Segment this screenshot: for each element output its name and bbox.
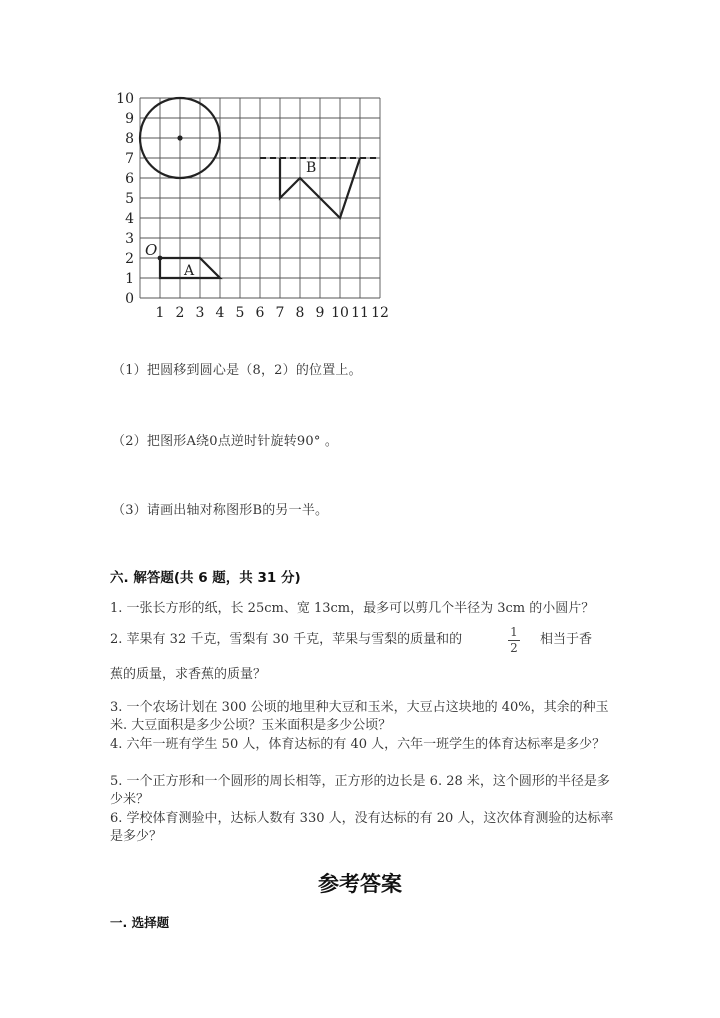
svg-text:2: 2: [125, 251, 134, 267]
fraction-one-half: [508, 626, 520, 655]
problem-3: 3. 一个农场计划在 300 公顷的地里种大豆和玉米，大豆占这块地的 40%，其余的种玉米. 大豆面积是多少公顷？玉米面积是多少公顷？: [110, 700, 609, 733]
problem-5: 5. 一个正方形和一个圆形的周长相等，正方形的边长是 6. 28 米，这个圆形的半径是多少米？: [110, 774, 610, 807]
problem-2-part-1: 2. 苹果有 32 千克，雪梨有 30 千克，苹果与雪梨的质量和的: [110, 632, 463, 647]
svg-text:1: 1: [155, 305, 165, 321]
svg-text:7: 7: [275, 305, 285, 321]
svg-text:4: 4: [125, 211, 134, 227]
task-1: （1）把圆移到圆心是（8，2）的位置上。: [112, 363, 362, 378]
svg-text:6: 6: [125, 171, 134, 187]
svg-text:5: 5: [235, 305, 245, 321]
problem-6: 6. 学校体育测验中，达标人数有 330 人，没有达标的有 20 人，这次体育测验的达标率是多少？: [110, 811, 614, 844]
svg-text:5: 5: [125, 191, 134, 207]
svg-text:3: 3: [125, 231, 134, 247]
answer-key-title: 参考答案: [318, 872, 402, 896]
point-o-label: O: [145, 241, 158, 259]
svg-text:8: 8: [125, 131, 134, 147]
task-2: （2）把图形A绕0点逆时针旋转90° 。: [112, 434, 339, 449]
svg-text:6: 6: [255, 305, 265, 321]
section-6-title: 六. 解答题(共 6 题，共 31 分): [110, 570, 301, 586]
coordinate-grid-figure: [110, 88, 400, 323]
svg-text:12: 12: [371, 305, 389, 321]
svg-text:4: 4: [215, 305, 225, 321]
svg-text:1: 1: [125, 271, 134, 287]
shape-b-label: B: [306, 160, 317, 176]
problem-4: 4. 六年一班有学生 50 人，体育达标的有 40 人，六年一班学生的体育达标率是多少？: [110, 737, 606, 752]
svg-text:9: 9: [315, 305, 325, 321]
fraction-numerator: 1: [510, 625, 518, 639]
problem-1: 1. 一张长方形的纸，长 25cm、宽 13cm，最多可以剪几个半径为 3cm 的小圆片？: [110, 601, 595, 616]
grid-lines: [140, 98, 380, 298]
svg-text:10: 10: [331, 305, 349, 321]
problem-2-part-2: 相当于香: [540, 632, 593, 647]
svg-text:2: 2: [175, 305, 185, 321]
answer-section-1-title: 一. 选择题: [110, 915, 170, 930]
task-3: （3）请画出轴对称图形B的另一半。: [112, 503, 329, 518]
svg-text:3: 3: [195, 305, 205, 321]
svg-text:8: 8: [295, 305, 305, 321]
axis-tick-labels: [116, 91, 389, 321]
fraction-denominator: 2: [510, 641, 518, 655]
problem-2-part-3: 蕉的质量，求香蕉的质量？: [110, 667, 267, 682]
circle-center-dot: [177, 135, 182, 140]
svg-text:11: 11: [351, 305, 369, 321]
svg-text:7: 7: [125, 151, 134, 167]
svg-text:0: 0: [125, 291, 134, 307]
point-o-dot: [158, 256, 163, 261]
svg-text:10: 10: [116, 91, 134, 107]
svg-text:9: 9: [125, 111, 134, 127]
shape-a-label: A: [184, 263, 195, 279]
